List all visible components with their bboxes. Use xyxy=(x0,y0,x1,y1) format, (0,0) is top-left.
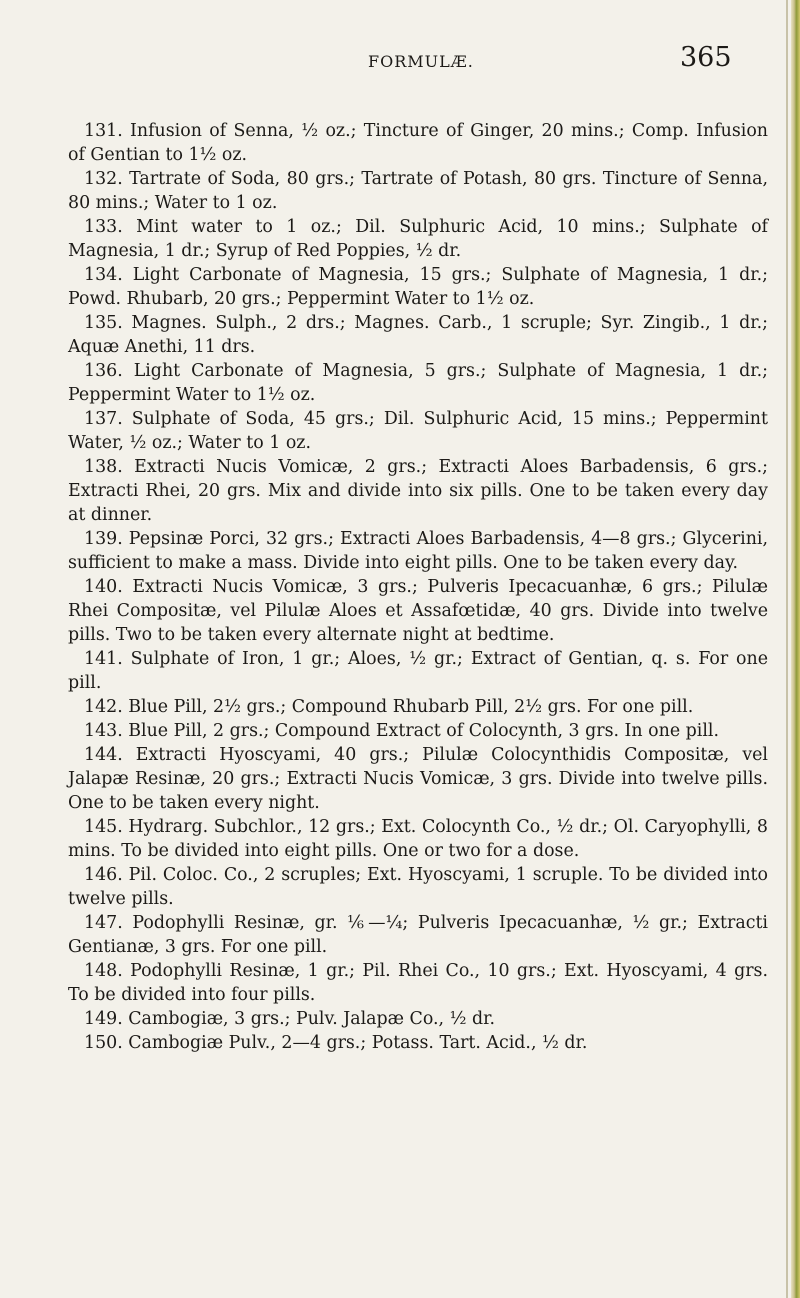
formula-entry-136: 136. Light Carbonate of Magnesia, 5 grs.; Sulphate of Magnesia, 1 dr.; Peppermint Water to 1½ oz. xyxy=(68,361,768,405)
formula-entry-147: 147. Podophylli Resinæ, gr. ⅙—¼; Pulveris Ipecacuanhæ, ½ gr.; Extracti Gentianæ, 3 grs. For one pill. xyxy=(68,913,768,957)
formula-entry-132: 132. Tartrate of Soda, 80 grs.; Tartrate of Potash, 80 grs. Tincture of Senna, 80 mins.; Water to 1 oz. xyxy=(68,169,768,213)
formulae-list xyxy=(68,119,768,1055)
formula-entry-138: 138. Extracti Nucis Vomicæ, 2 grs.; Extracti Aloes Barbadensis, 6 grs.; Extracti Rhei, 20 grs. Mix and divide into six pills. One to be taken every day at dinner. xyxy=(68,457,768,525)
formula-entry-134: 134. Light Carbonate of Magnesia, 15 grs.; Sulphate of Magnesia, 1 dr.; Powd. Rhubarb, 20 grs.; Peppermint Water to 1½ oz. xyxy=(68,265,768,309)
formula-entry-131: 131. Infusion of Senna, ½ oz.; Tincture of Ginger, 20 mins.; Comp. Infusion of Gentian to 1½ oz. xyxy=(68,121,768,165)
running-head: FORMULÆ. xyxy=(368,52,474,71)
formula-entry-149: 149. Cambogiæ, 3 grs.; Pulv. Jalapæ Co., ½ dr. xyxy=(84,1009,496,1029)
page-number: 365 xyxy=(680,42,732,73)
formula-entry-135: 135. Magnes. Sulph., 2 drs.; Magnes. Carb., 1 scruple; Syr. Zingib., 1 dr.; Aquæ Anethi, 11 drs. xyxy=(68,313,768,357)
formula-entry-141: 141. Sulphate of Iron, 1 gr.; Aloes, ½ gr.; Extract of Gentian, q. s. For one pill. xyxy=(68,649,768,693)
formula-entry-146: 146. Pil. Coloc. Co., 2 scruples; Ext. Hyoscyami, 1 scruple. To be divided into twelve pills. xyxy=(68,865,768,909)
formula-entry-148: 148. Podophylli Resinæ, 1 gr.; Pil. Rhei Co., 10 grs.; Ext. Hyoscyami, 4 grs. To be divided into four pills. xyxy=(68,961,768,1005)
formula-entry-150: 150. Cambogiæ Pulv., 2—4 grs.; Potass. Tart. Acid., ½ dr. xyxy=(84,1033,588,1053)
formula-entry-144: 144. Extracti Hyoscyami, 40 grs.; Pilulæ Colocynthidis Compositæ, vel Jalapæ Resinæ, 20 grs.; Extracti Nucis Vomicæ, 3 grs. Divide into twelve pills. One to be taken every night. xyxy=(68,745,768,813)
page-header xyxy=(0,42,800,82)
formula-entry-143: 143. Blue Pill, 2 grs.; Compound Extract of Colocynth, 3 grs. In one pill. xyxy=(84,721,719,741)
book-edge-strip xyxy=(791,0,800,1298)
formula-entry-133: 133. Mint water to 1 oz.; Dil. Sulphuric Acid, 10 mins.; Sulphate of Magnesia, 1 dr.; Syrup of Red Poppies, ½ dr. xyxy=(68,217,768,261)
formula-entry-145: 145. Hydrarg. Subchlor., 12 grs.; Ext. Colocynth Co., ½ dr.; Ol. Caryophylli, 8 mins. To be divided into eight pills. One or two for a dose. xyxy=(68,817,768,861)
formula-entry-140: 140. Extracti Nucis Vomicæ, 3 grs.; Pulveris Ipecacuanhæ, 6 grs.; Pilulæ Rhei Compositæ, vel Pilulæ Aloes et Assafœtidæ, 40 grs. Divide into twelve pills. Two to be taken every alternate night at bedtime. xyxy=(68,577,768,645)
page-edge-shadow xyxy=(786,0,788,1298)
formula-entry-137: 137. Sulphate of Soda, 45 grs.; Dil. Sulphuric Acid, 15 mins.; Peppermint Water, ½ oz.; Water to 1 oz. xyxy=(68,409,768,453)
formula-entry-139: 139. Pepsinæ Porci, 32 grs.; Extracti Aloes Barbadensis, 4—8 grs.; Glycerini, sufficient to make a mass. Divide into eight pills. One to be taken every day. xyxy=(68,529,768,573)
formula-entry-142: 142. Blue Pill, 2½ grs.; Compound Rhubarb Pill, 2½ grs. For one pill. xyxy=(84,697,694,717)
